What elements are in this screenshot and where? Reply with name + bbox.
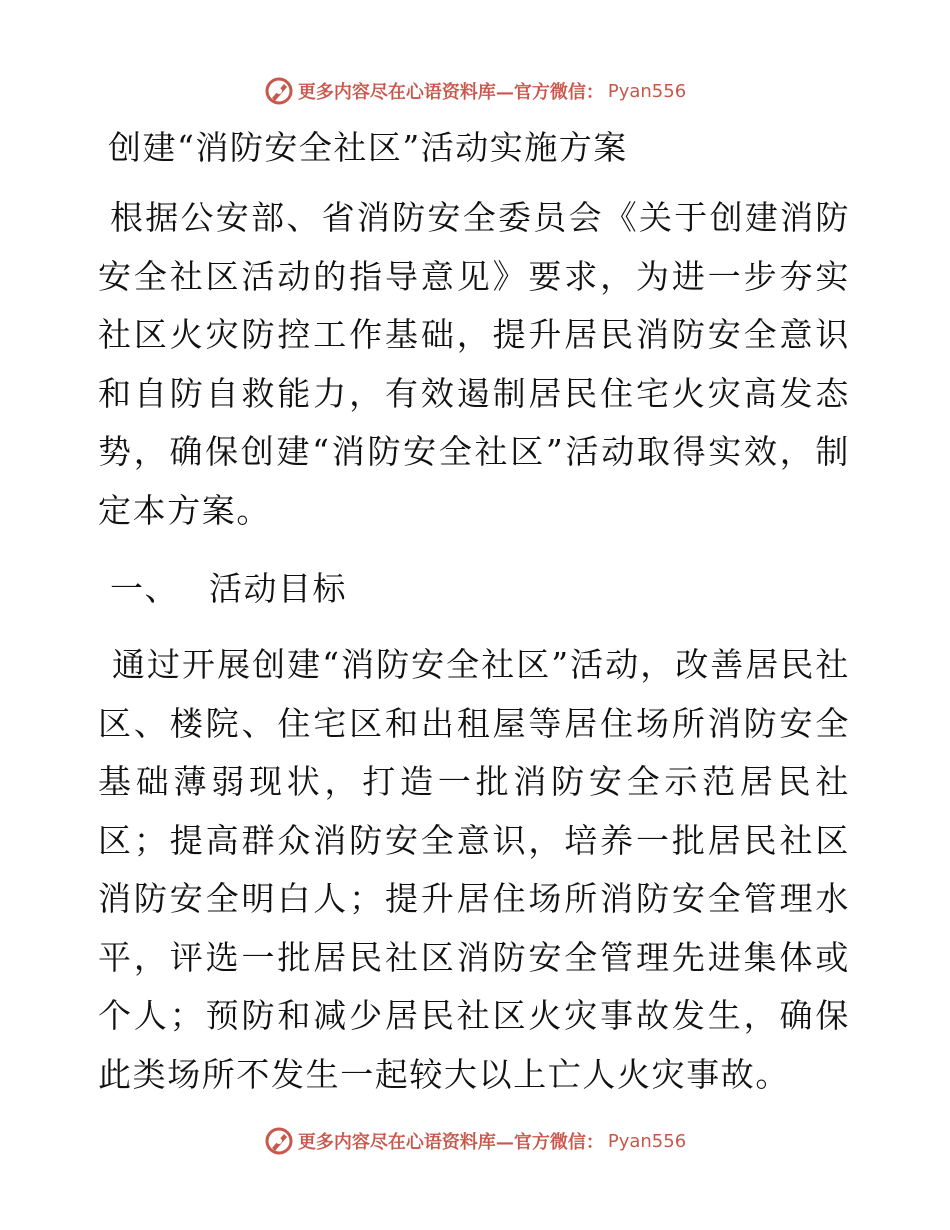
watermark-contact: Pyan556 (607, 80, 687, 102)
document-title: 创建“消防安全社区”活动实施方案 (108, 128, 628, 167)
section-title: 活动目标 (209, 569, 347, 608)
section-number: 一、 (110, 569, 179, 608)
watermark-contact: Pyan556 (607, 1130, 687, 1152)
section-heading (98, 560, 850, 618)
document-body (98, 120, 850, 1104)
section-paragraph: 通过开展创建“消防安全社区”活动，改善居民社区、楼院、住宅区和出租屋等居住场所消防安全基础薄弱现状，打造一批消防安全示范居民社区；提高群众消防安全意识，培养一批居民社区消防安全明白人；提升居住场所消防安全管理水平，评选一批居民社区消防安全管理先进集体或个人；预防和减少居民社区火灾事故发生，确保此类场所不发生一起较大以上亡人火灾事故。 (98, 645, 850, 1094)
header-watermark (0, 74, 950, 108)
footer-watermark (0, 1124, 950, 1158)
watermark-text: 更多内容尽在心语资料库—官方微信： (297, 82, 604, 103)
pen-logo-icon (264, 76, 294, 106)
intro-paragraph: 根据公安部、省消防安全委员会《关于创建消防安全社区活动的指导意见》要求，为进一步夯实社区火灾防控工作基础，提升居民消防安全意识和自防自救能力，有效遏制居民住宅火灾高发态势，确保创建“消防安全社区”活动取得实效，制定本方案。 (98, 198, 850, 530)
watermark-text: 更多内容尽在心语资料库—官方微信： (297, 1132, 604, 1153)
pen-logo-icon (264, 1126, 294, 1156)
